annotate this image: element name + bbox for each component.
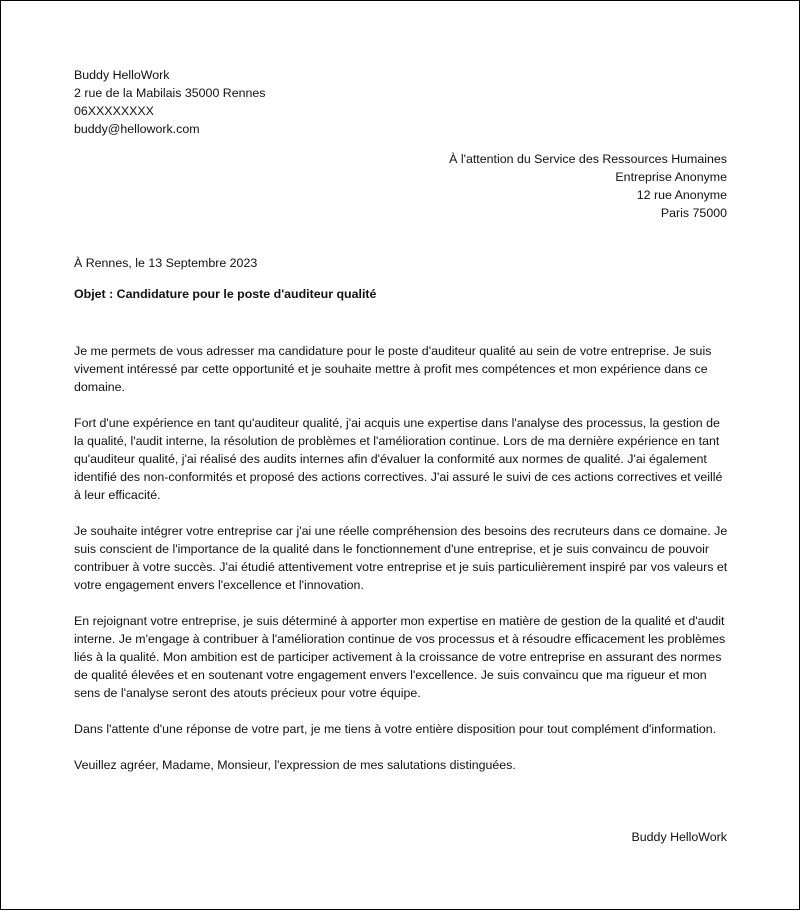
letter-body	[74, 342, 730, 792]
sender-phone: 06XXXXXXXX	[74, 104, 154, 118]
recipient-street: 12 rue Anonyme	[636, 188, 727, 202]
signature: Buddy HelloWork	[631, 830, 727, 844]
body-paragraph-2: Fort d'une expérience en tant qu'auditeur qualité, j'ai acquis une expertise dans l'analyse des processus, la gestion de la qualité, l'audit interne, la résolution de problèmes et l'amélioration continue. Lors de ma dernière expérience en tant qu'auditeur qualité, j'ai réalisé des audits internes afin d'évaluer la conformité aux normes de qualité. J'ai également identifié des non-conformités et proposé des actions correctives. J'ai assuré le suivi de ces actions correctives et veillé à leur efficacité.	[74, 416, 723, 502]
recipient-block	[449, 150, 727, 222]
body-paragraph-1: Je me permets de vous adresser ma candidature pour le poste d'auditeur qualité au sein de votre entreprise. Je suis vivement intéressé par cette opportunité et je souhaite mettre à profit mes compétences et mon expérience dans ce domaine.	[74, 344, 712, 394]
sender-name: Buddy HelloWork	[74, 68, 170, 82]
recipient-city: Paris 75000	[660, 206, 727, 220]
sender-address: 2 rue de la Mabilais 35000 Rennes	[74, 86, 266, 100]
sender-email: buddy@hellowork.com	[74, 122, 200, 136]
closing-formula: Veuillez agréer, Madame, Monsieur, l'expression de mes salutations distinguées.	[74, 758, 516, 772]
recipient-attention: À l'attention du Service des Ressources Humaines	[449, 152, 727, 166]
sender-block	[74, 66, 266, 138]
body-paragraph-4: En rejoignant votre entreprise, je suis déterminé à apporter mon expertise en matière de gestion de la qualité et d'audit interne. Je m'engage à contribuer à l'amélioration continue de vos processus et à résoudre efficacement les problèmes liés à la qualité. Mon ambition est de participer activement à la croissance de votre entreprise en assurant des normes de qualité élevées et en soutenant votre engagement envers l'excellence. Je suis convaincu que ma rigueur et mon sens de l'analyse seront des atouts précieux pour votre équipe.	[74, 614, 726, 700]
body-paragraph-3: Je souhaite intégrer votre entreprise car j'ai une réelle compréhension des besoins des recruteurs dans ce domaine. Je suis conscient de l'importance de la qualité dans le fonctionnement d'une entreprise, et je suis convaincu de pouvoir contribuer à votre succès. J'ai étudié attentivement votre entreprise et je suis particulièrement inspiré par vos valeurs et votre engagement envers l'excellence et l'innovation.	[74, 524, 728, 592]
body-paragraph-5: Dans l'attente d'une réponse de votre part, je me tiens à votre entière disposition pour tout complément d'information.	[74, 722, 717, 736]
place-date: À Rennes, le 13 Septembre 2023	[74, 256, 258, 270]
recipient-company: Entreprise Anonyme	[615, 170, 727, 184]
letter-subject: Objet : Candidature pour le poste d'auditeur qualité	[74, 287, 377, 301]
